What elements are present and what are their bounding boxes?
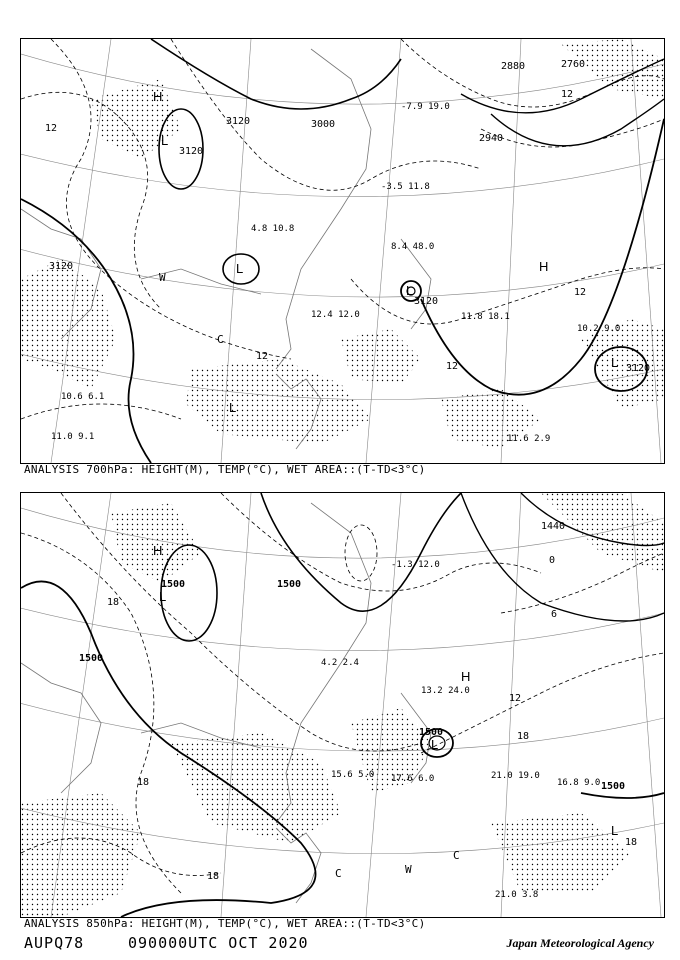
height-label: 1500 xyxy=(277,579,302,590)
warm-marker: W xyxy=(159,271,166,284)
high-marker: H xyxy=(153,89,163,104)
height-label: 1440 xyxy=(541,521,566,532)
chart-identifier: AUPQ78 xyxy=(24,934,85,952)
temp-label: 18 xyxy=(207,871,220,882)
temp-label: 12 xyxy=(256,351,269,362)
station-plot: 21.0 19.0 xyxy=(491,771,540,781)
temp-label: 18 xyxy=(107,597,120,608)
wet-area-700 xyxy=(21,39,664,449)
high-marker: H xyxy=(461,669,471,684)
station-plot: -1.3 12.0 xyxy=(391,560,440,570)
caption-850hpa: ANALYSIS 850hPa: HEIGHT(M), TEMP(°C), WET AREA::(T-TD<3°C) xyxy=(24,917,426,930)
station-plot: 4.8 10.8 xyxy=(251,224,295,234)
low-marker: L xyxy=(431,737,439,752)
height-label: 1500 xyxy=(419,727,444,738)
height-label: 3120 xyxy=(179,146,204,157)
cold-marker: C xyxy=(335,867,342,880)
height-label: 3120 xyxy=(626,363,651,374)
height-label: 1500 xyxy=(79,653,104,664)
station-plot: -7.9 19.0 xyxy=(401,102,450,112)
high-marker: H xyxy=(539,259,549,274)
temp-label: 0 xyxy=(549,555,556,566)
cold-marker: C xyxy=(453,849,460,862)
low-marker: L xyxy=(406,283,414,298)
caption-700hpa: ANALYSIS 700hPa: HEIGHT(M), TEMP(°C), WET AREA::(T-TD<3°C) xyxy=(24,463,426,476)
low-marker: L xyxy=(159,589,167,604)
station-plot: 11.8 18.1 xyxy=(461,312,510,322)
map-panel-700hpa xyxy=(20,38,665,464)
height-label: 1500 xyxy=(601,781,626,792)
station-plot: 8.4 48.0 xyxy=(391,242,435,252)
temp-label: 6 xyxy=(551,609,558,620)
low-marker: L xyxy=(611,355,619,370)
map-850hpa-svg xyxy=(21,493,664,917)
station-plot: 10.6 6.1 xyxy=(61,392,105,402)
low-marker: L xyxy=(236,261,244,276)
low-marker: L xyxy=(161,133,169,148)
warm-marker: W xyxy=(405,863,412,876)
station-plot: 4.2 2.4 xyxy=(321,658,359,668)
station-plot: 21.0 3.8 xyxy=(495,890,539,900)
station-plot: 12.4 12.0 xyxy=(311,310,360,320)
low-marker: L xyxy=(229,400,237,415)
station-plot: 16.8 9.0 xyxy=(557,778,601,788)
temp-label: 12 xyxy=(45,123,58,134)
station-plot: 11.6 2.9 xyxy=(507,434,551,444)
station-plot: 17.6 6.0 xyxy=(391,774,435,784)
station-plot: -3.5 11.8 xyxy=(381,182,430,192)
temp-label: 12 xyxy=(561,89,574,100)
station-plot: 11.0 9.1 xyxy=(51,432,95,442)
height-label: 3120 xyxy=(49,261,74,272)
height-label: 3000 xyxy=(311,119,336,130)
height-label: 2760 xyxy=(561,59,586,70)
temp-label: 18 xyxy=(137,777,150,788)
height-label: 1500 xyxy=(161,579,186,590)
map-panel-850hpa xyxy=(20,492,665,918)
height-label: 3120 xyxy=(414,296,439,307)
valid-time: 090000UTC OCT 2020 xyxy=(128,934,309,952)
map-700hpa-svg xyxy=(21,39,664,463)
height-label: 2880 xyxy=(501,61,526,72)
height-label: 3120 xyxy=(226,116,251,127)
agency-credit: Japan Meteorological Agency xyxy=(506,936,654,950)
high-marker: H xyxy=(153,543,163,558)
temp-label: 12 xyxy=(509,693,522,704)
height-label: 2940 xyxy=(479,133,504,144)
temp-label: 12 xyxy=(446,361,459,372)
temp-label: 18 xyxy=(517,731,530,742)
station-plot: 15.6 5.0 xyxy=(331,770,375,780)
low-marker: L xyxy=(611,823,619,838)
temp-label: 18 xyxy=(625,837,638,848)
cold-marker: C xyxy=(217,333,224,346)
station-plot: 13.2 24.0 xyxy=(421,686,470,696)
temp-label: 12 xyxy=(574,287,587,298)
station-plot: 10.2 9.0 xyxy=(577,324,621,334)
